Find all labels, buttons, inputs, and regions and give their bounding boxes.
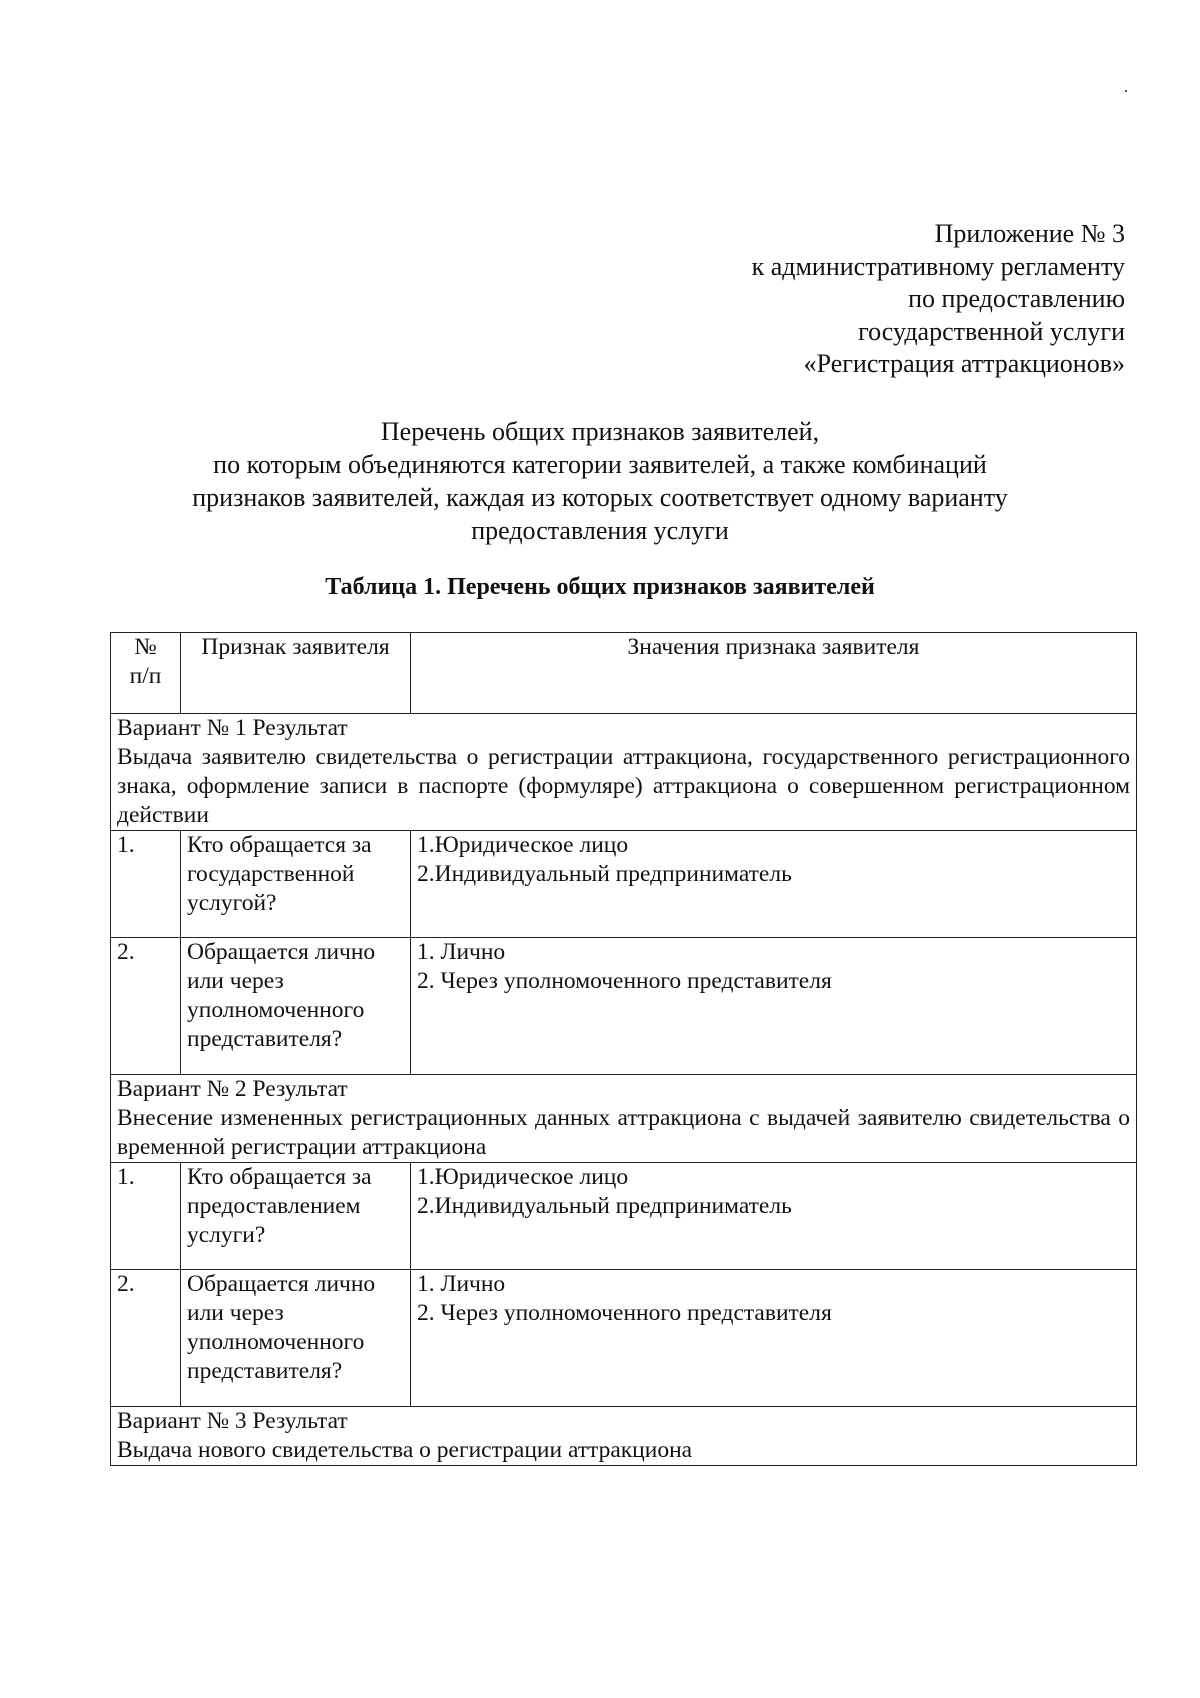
question-line: государственной: [187, 861, 355, 887]
variant-row: [111, 714, 1137, 831]
variant-cell: [111, 1075, 1137, 1163]
row-number: 2.: [111, 938, 181, 1075]
appendix-line: государственной услуги: [858, 316, 1125, 346]
variant-description: Внесение измененных регистрационных данных аттракциона с выдачей заявителю свидетельства о временной регистрации аттракциона: [117, 1105, 1130, 1160]
question-line: или через: [187, 968, 284, 994]
question-line: Кто обращается за: [187, 832, 372, 858]
attribute-values: [411, 1270, 1137, 1407]
variant-title: Вариант № 1 Результат: [117, 715, 348, 741]
appendix-header: [752, 218, 1125, 381]
table-row: [111, 1163, 1137, 1270]
value-line: 2.Индивидуальный предприниматель: [417, 1193, 792, 1219]
question-line: представителя?: [187, 1358, 343, 1384]
attribute-question: [181, 831, 411, 938]
variant-cell: [111, 1407, 1137, 1466]
header-values-cell: Значения признака заявителя: [411, 633, 1137, 714]
document-heading: [0, 415, 1200, 547]
question-line: услугой?: [187, 890, 277, 916]
table-row: [111, 938, 1137, 1075]
variant-description: Выдача заявителю свидетельства о регистрации аттракциона, государственного регистрационного знака, оформление записи в паспорте (формуляре) аттракциона о совершенном регистрационном действии: [117, 744, 1130, 828]
question-line: Обращается лично: [187, 939, 376, 965]
header-num-cell: [111, 633, 181, 714]
appendix-line: «Регистрация аттракционов»: [803, 349, 1125, 378]
attribute-question: [181, 938, 411, 1075]
header-attribute-cell: Признак заявителя: [181, 633, 411, 714]
value-line: 1.Юридическое лицо: [417, 1164, 629, 1190]
heading-line: признаков заявителей, каждая из которых соответствует одному варианту: [192, 483, 1008, 512]
appendix-line: Приложение № 3: [934, 219, 1125, 248]
value-line: 1.Юридическое лицо: [417, 832, 629, 858]
heading-line: Перечень общих признаков заявителей,: [380, 417, 820, 446]
appendix-line: к административному регламенту: [751, 251, 1125, 281]
value-line: 2. Через уполномоченного представителя: [417, 1300, 832, 1326]
question-line: Обращается лично: [187, 1271, 376, 1297]
attribute-values: [411, 831, 1137, 938]
row-number: 1.: [111, 1163, 181, 1270]
question-line: Кто обращается за: [187, 1164, 372, 1190]
question-line: уполномоченного: [187, 1329, 365, 1355]
row-number: 2.: [111, 1270, 181, 1407]
attribute-question: [181, 1270, 411, 1407]
variant-row: [111, 1075, 1137, 1163]
applicant-attributes-table: [110, 632, 1137, 1466]
table-row: [111, 831, 1137, 938]
row-number: 1.: [111, 831, 181, 938]
variant-title: Вариант № 3 Результат: [117, 1408, 348, 1434]
attribute-question: [181, 1163, 411, 1270]
scan-speck: [1125, 90, 1127, 92]
value-line: 2.Индивидуальный предприниматель: [417, 861, 792, 887]
heading-line: предоставления услуги: [471, 516, 729, 545]
variant-row: [111, 1407, 1137, 1466]
question-line: уполномоченного: [187, 997, 365, 1023]
header-num-abbr: п/п: [129, 663, 162, 689]
table-title: Таблица 1. Перечень общих признаков заявителей: [325, 574, 875, 600]
question-line: услуги?: [187, 1222, 266, 1248]
table-header-row: [111, 633, 1137, 714]
variant-description: Выдача нового свидетельства о регистрации аттракциона: [117, 1437, 693, 1463]
header-num-symbol: №: [134, 634, 157, 660]
table-row: [111, 1270, 1137, 1407]
variant-cell: [111, 714, 1137, 831]
attribute-values: [411, 938, 1137, 1075]
value-line: 1. Лично: [417, 939, 506, 965]
question-line: или через: [187, 1300, 284, 1326]
attribute-values: [411, 1163, 1137, 1270]
value-line: 2. Через уполномоченного представителя: [417, 968, 832, 994]
heading-line: по которым объединяются категории заявителей, а также комбинаций: [213, 450, 987, 479]
variant-title: Вариант № 2 Результат: [117, 1076, 348, 1102]
question-line: представителя?: [187, 1026, 343, 1052]
appendix-line: по предоставлению: [908, 284, 1125, 313]
value-line: 1. Лично: [417, 1271, 506, 1297]
question-line: предоставлением: [187, 1193, 361, 1219]
